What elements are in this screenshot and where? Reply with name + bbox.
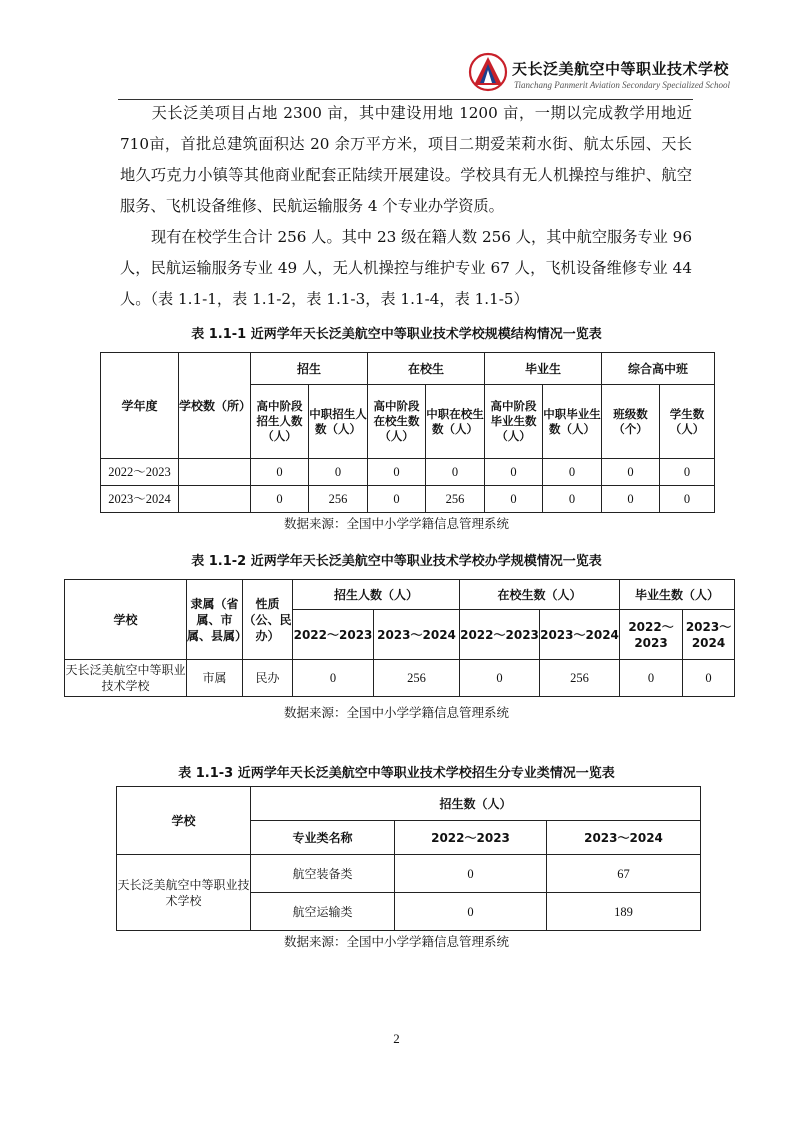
t2-header-in-y2: 2023～2024	[540, 610, 620, 660]
table1-caption: 表 1.1-1 近两学年天长泛美航空中等职业技术学校规模结构情况一览表	[191, 327, 602, 342]
t2-header-enroll: 招生人数（人）	[293, 580, 460, 610]
page-header	[0, 0, 793, 100]
table-cell: 0	[368, 486, 426, 513]
t1-header-enroll-high: 高中阶段招生人数（人）	[251, 385, 309, 459]
table3-caption: 表 1.1-3 近两学年天长泛美航空中等职业技术学校招生分专业类情况一览表	[178, 766, 615, 781]
table-cell: 市属	[187, 660, 243, 697]
table-cell: 0	[660, 459, 715, 486]
t2-header-in-y1: 2022～2023	[460, 610, 540, 660]
t2-header-nature: 性质（公、民办）	[243, 580, 293, 660]
t1-header-students: 学生数（人）	[660, 385, 715, 459]
t2-header-grad-y2: 2023～2024	[683, 610, 735, 660]
t1-header-enroll-voc: 中职招生人数（人）	[309, 385, 368, 459]
table-cell: 2022～2023	[101, 459, 179, 486]
table-cell: 天长泛美航空中等职业技术学校	[65, 660, 187, 697]
table-cell: 0	[602, 486, 660, 513]
t1-header-grad-voc: 中职毕业生数（人）	[543, 385, 602, 459]
table-cell	[179, 459, 251, 486]
t2-header-graduates: 毕业生数（人）	[620, 580, 735, 610]
t1-header-in-high: 高中阶段在校生数（人）	[368, 385, 426, 459]
t2-header-affiliation: 隶属（省属、市属、县属）	[187, 580, 243, 660]
paragraph-intro	[120, 98, 692, 222]
table-cell: 0	[251, 459, 309, 486]
table-cell: 民办	[243, 660, 293, 697]
table-cell: 67	[547, 855, 701, 893]
paragraph-students-text: 现有在校学生合计 256 人。其中 23 级在籍人数 256 人，其中航空服务专业 96 人，民航运输服务专业 49 人，无人机操控与维护专业 67 人，飞机设备维修专业 44 人。（表 1.1-1，表 1.1-2，表 1.1-3，表 1.1-4，表 1.1-5）	[120, 228, 692, 308]
paragraph-intro-text: 天长泛美项目占地 2300 亩，其中建设用地 1200 亩，一期以完成教学用地近 710亩，首批总建筑面积达 20 余万平方米，项目二期爱茉莉水街、航太乐园、天长地久巧克力小镇等其他商业配套正陆续开展建设。学校具有无人机操控与维护、航空服务、飞机设备维修、民航运输服务 4 个专业办学资质。	[120, 104, 692, 215]
t1-header-schools: 学校数（所）	[179, 353, 251, 459]
table-cell: 0	[660, 486, 715, 513]
t3-header-enroll: 招生数（人）	[251, 787, 701, 821]
table-cell: 256	[374, 660, 460, 697]
t2-header-school: 学校	[65, 580, 187, 660]
table-cell	[179, 486, 251, 513]
t3-header-category: 专业类名称	[251, 821, 395, 855]
table-cell: 256	[540, 660, 620, 697]
t1-header-year: 学年度	[101, 353, 179, 459]
page-number: 2	[393, 1031, 400, 1046]
table-cell: 0	[395, 893, 547, 931]
table-cell: 189	[547, 893, 701, 931]
t1-header-in-school: 在校生	[368, 353, 485, 385]
t2-header-enroll-y2: 2023～2024	[374, 610, 460, 660]
paragraph-students	[120, 222, 692, 315]
table3-source: 数据来源：全国中小学学籍信息管理系统	[283, 934, 509, 949]
table1	[100, 352, 715, 513]
table-cell: 0	[368, 459, 426, 486]
t3-header-y1: 2022～2023	[395, 821, 547, 855]
table-cell: 0	[543, 486, 602, 513]
table-row	[101, 459, 715, 486]
table1-source: 数据来源：全国中小学学籍信息管理系统	[283, 516, 509, 531]
table-cell: 0	[309, 459, 368, 486]
t1-header-graduates: 毕业生	[485, 353, 602, 385]
t3-header-y2: 2023～2024	[547, 821, 701, 855]
t3-header-school: 学校	[117, 787, 251, 855]
table-cell: 0	[395, 855, 547, 893]
t2-header-grad-y1: 2022～2023	[620, 610, 683, 660]
school-logo-icon	[468, 52, 508, 92]
table-cell: 0	[683, 660, 735, 697]
table-row	[65, 660, 735, 697]
table-cell: 0	[426, 459, 485, 486]
table-cell: 天长泛美航空中等职业技术学校	[117, 855, 251, 931]
table2	[64, 579, 735, 697]
table-cell: 0	[293, 660, 374, 697]
t2-header-enroll-y1: 2022～2023	[293, 610, 374, 660]
school-name-cn: 天长泛美航空中等职业技术学校	[512, 60, 730, 78]
table-cell: 256	[309, 486, 368, 513]
school-name-en: Tianchang Panmerit Aviation Secondary Specialized School	[514, 80, 731, 90]
t1-header-grad-high: 高中阶段毕业生数（人）	[485, 385, 543, 459]
table2-source: 数据来源：全国中小学学籍信息管理系统	[283, 705, 509, 720]
t1-header-enroll: 招生	[251, 353, 368, 385]
table-cell: 航空运输类	[251, 893, 395, 931]
table-cell: 0	[485, 459, 543, 486]
table-cell: 0	[543, 459, 602, 486]
t2-header-in-school: 在校生数（人）	[460, 580, 620, 610]
table-cell: 0	[460, 660, 540, 697]
table-cell: 0	[602, 459, 660, 486]
table-row	[101, 486, 715, 513]
table-cell: 0	[485, 486, 543, 513]
table-cell: 0	[620, 660, 683, 697]
table-cell: 0	[251, 486, 309, 513]
table-cell: 256	[426, 486, 485, 513]
table3	[116, 786, 701, 931]
t1-header-in-voc: 中职在校生数（人）	[426, 385, 485, 459]
table2-caption: 表 1.1-2 近两学年天长泛美航空中等职业技术学校办学规模情况一览表	[191, 554, 602, 569]
table-cell: 航空装备类	[251, 855, 395, 893]
table-row	[117, 855, 701, 893]
t1-header-comprehensive: 综合高中班	[602, 353, 715, 385]
table-cell: 2023～2024	[101, 486, 179, 513]
t1-header-classes: 班级数（个）	[602, 385, 660, 459]
